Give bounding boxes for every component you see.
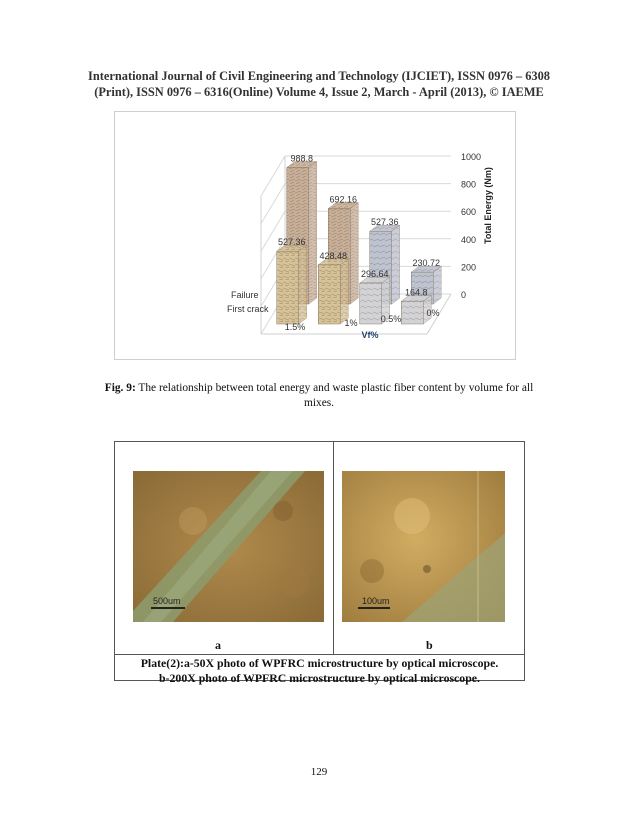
micrograph-b-image: [342, 471, 505, 622]
x-tick-label: 0%: [426, 308, 440, 318]
figure-caption: [90, 381, 548, 411]
micrograph-a: [133, 471, 324, 622]
y-axis-title: Total Energy (Nm): [483, 167, 493, 244]
bar: [277, 251, 299, 324]
bar-side: [299, 245, 307, 324]
micrograph-b: [342, 471, 505, 622]
plate-cell-divider: [333, 441, 334, 654]
figure-caption-text: The relationship between total energy and waste plastic fiber content by volume for all mixes.: [138, 382, 534, 409]
x-axis-title: Vf%: [361, 330, 379, 340]
data-label: 527.36: [370, 217, 399, 228]
plate-row-divider: [114, 654, 525, 655]
plate-label-a: a: [215, 638, 221, 652]
header-line-1: International Journal of Civil Engineering and Technology (IJCIET), ISSN 0976 – 6308: [88, 69, 550, 83]
x-tick-label: 1%: [344, 318, 358, 328]
bar: [318, 265, 340, 324]
plate-caption: [114, 656, 525, 686]
journal-header: [88, 68, 550, 100]
y-tick-label: 400: [461, 234, 477, 245]
figure-caption-label: Fig. 9:: [104, 382, 136, 394]
chart-svg: [115, 112, 515, 359]
data-label: 296.64: [360, 269, 389, 280]
scale-label-a: 500um: [153, 596, 181, 606]
data-label: 230.72: [412, 258, 441, 269]
bar-side: [392, 225, 400, 304]
data-label: 988.8: [290, 153, 314, 164]
data-label: 527.36: [277, 237, 306, 248]
energy-chart: [114, 111, 516, 360]
bar: [360, 283, 382, 324]
series-label: First crack: [227, 304, 269, 314]
y-tick-label: 800: [461, 179, 477, 190]
bar-side: [350, 202, 358, 304]
bar-side: [433, 266, 441, 304]
plate-caption-line-2: b-200X photo of WPFRC microstructure by optical microscope.: [159, 671, 480, 685]
x-tick-label: 1.5%: [284, 322, 306, 332]
x-tick-label: 0.5%: [380, 314, 402, 324]
scale-label-b: 100um: [362, 596, 390, 606]
y-tick-label: 600: [461, 207, 477, 218]
y-tick-label: 1000: [461, 152, 482, 162]
plate-label-b: b: [426, 638, 433, 652]
data-label: 692.16: [329, 194, 358, 205]
micrograph-a-image: [133, 471, 324, 622]
header-line-2: (Print), ISSN 0976 – 6316(Online) Volume 4, Issue 2, March - April (2013), © IAEME: [94, 85, 544, 99]
bar: [401, 301, 423, 324]
series-label: Failure: [231, 290, 259, 300]
y-tick-label: 0: [461, 290, 467, 300]
bar-side: [309, 162, 317, 304]
data-label: 164.8: [404, 287, 428, 298]
bar-side: [340, 259, 348, 324]
plate-caption-line-1: Plate(2):a-50X photo of WPFRC microstructure by optical microscope.: [140, 656, 499, 670]
data-label: 428.48: [319, 250, 348, 261]
y-tick-label: 200: [461, 262, 477, 273]
page-number: 129: [310, 766, 328, 778]
